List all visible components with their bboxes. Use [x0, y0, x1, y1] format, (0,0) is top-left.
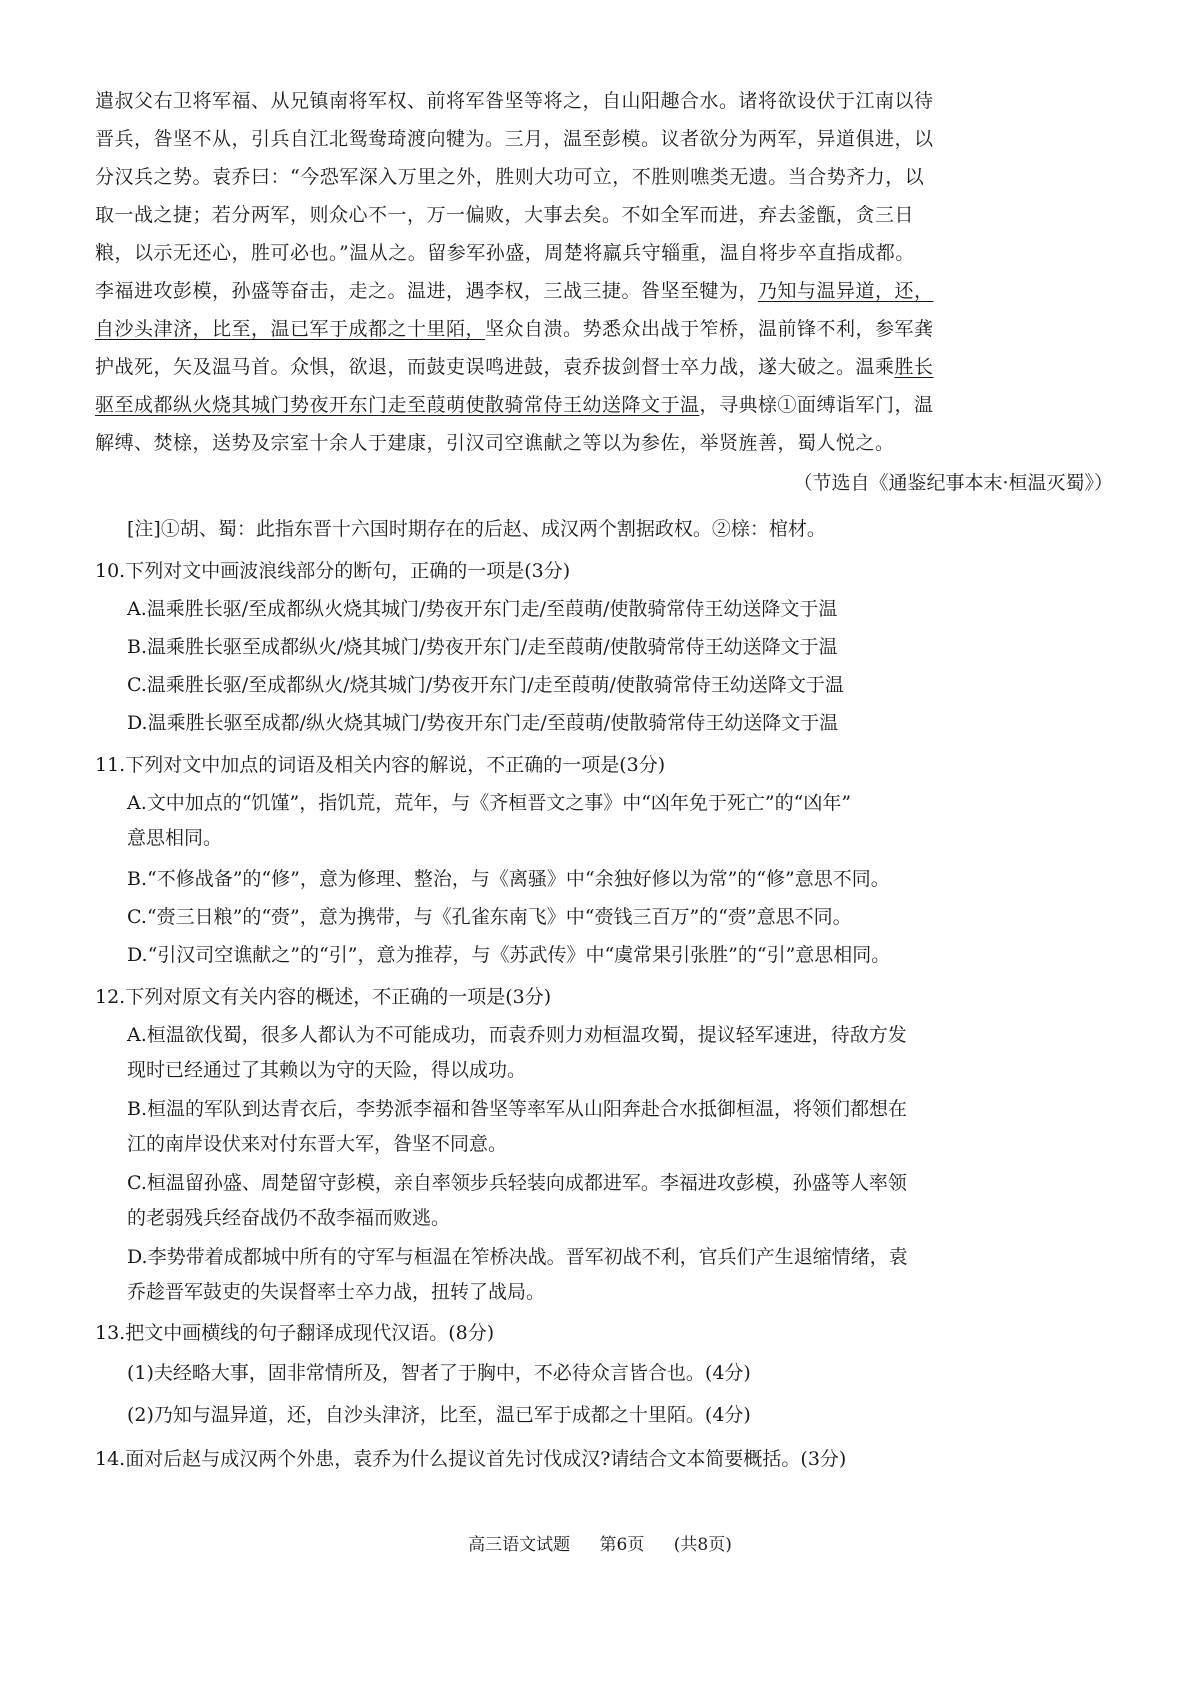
question-10 — [95, 552, 1125, 742]
passage-line — [95, 386, 1125, 424]
option-text: 江的南岸设伏来对付东晋大军，昝坚不同意。 — [127, 1133, 508, 1155]
option-text: C.桓温留孙盛、周楚留守彭模，亲自率领步兵轻装向成都进军。李福进攻彭模，孙盛等人率领 — [127, 1172, 907, 1194]
passage — [95, 82, 1125, 548]
footer-total-pages: (共8页) — [673, 1535, 732, 1555]
passage-line: 取一战之捷；若分两军，则众心不一，万一偏败，大事去矣。不如全军而进，弃去釜甑，贪三日 — [95, 204, 915, 226]
option-d: D.温乘胜长驱至成都/纵火烧其城门/势夜开东门走/至葭萌/使散骑常侍王幼送降文于温 — [127, 712, 839, 734]
question-stem: 13.把文中画横线的句子翻译成现代汉语。(8分) — [95, 1322, 495, 1344]
passage-line — [95, 310, 1125, 348]
question-stem: 14.面对后赵与成汉两个外患，袁乔为什么提议首先讨伐成汉?请结合文本简要概括。(3分) — [95, 1448, 847, 1470]
passage-line: 晋兵，昝坚不从，引兵自江北鸳鸯琦渡向犍为。三月，温至彭模。议者欲分为两军，异道俱进，以 — [95, 128, 934, 150]
sub-question: (2)乃知与温异道，还，自沙头津济，比至，温已军于成都之十里陌。(4分) — [127, 1404, 751, 1426]
wavy-underlined-text: 胜长 — [894, 356, 934, 378]
option-text: 意思相同。 — [127, 827, 223, 849]
underlined-sentence: 自沙头津济，比至，温已军于成都之十里陌， — [95, 318, 486, 340]
option-text: A.文中加点的“饥馑”，指饥荒，荒年，与《齐桓晋文之事》中“凶年免于死亡”的“凶年” — [127, 792, 852, 814]
wavy-underlined-text: 驱至成都纵火烧其城门势夜开东门走至葭萌使散骑常侍王幼送降文于温 — [95, 394, 700, 416]
question-stem: 12.下列对原文有关内容的概述，不正确的一项是(3分) — [95, 986, 552, 1008]
option-text: B.桓温的军队到达青衣后，李势派李福和昝坚等率军从山阳奔赴合水抵御桓温，将领们都想在 — [127, 1098, 908, 1120]
passage-source: （节选自《通鉴纪事本末·桓温灭蜀》） — [793, 472, 1113, 494]
option-a — [127, 786, 1125, 856]
passage-text: ，寻典榇①面缚诣军门，温 — [699, 394, 934, 416]
option-text: A.桓温欲伐蜀，很多人都认为不可能成功，而袁乔则力劝桓温攻蜀，提议轻军速进，待敌方发 — [127, 1024, 907, 1046]
question-13 — [95, 1314, 1125, 1436]
question-12 — [95, 978, 1125, 1310]
option-text: 的老弱残兵经奋战仍不敌李福而败逃。 — [127, 1207, 451, 1229]
passage-line — [95, 348, 1125, 386]
passage-text: 护战死，矢及温马首。众惧，欲退，而鼓吏误鸣进鼓，袁乔拔剑督士卒力战，遂大破之。温乘 — [95, 356, 895, 378]
option-c — [127, 1166, 1125, 1236]
option-c: C.“赍三日粮”的“赍”，意为携带，与《孔雀东南飞》中“赍钱三百万”的“赍”意思不同。 — [127, 906, 852, 928]
underlined-sentence: 乃知与温异道，还， — [758, 280, 934, 302]
option-text: D.李势带着成都城中所有的守军与桓温在笮桥决战。晋军初战不利，官兵们产生退缩情绪，袁 — [127, 1246, 908, 1268]
passage-line: 粮，以示无还心，胜可必也。”温从之。留参军孙盛，周楚将羸兵守辎重，温自将步卒直指成都。 — [95, 242, 915, 264]
question-14 — [95, 1440, 1125, 1478]
option-a: A.温乘胜长驱/至成都纵火烧其城门/势夜开东门走/至葭萌/使散骑常侍王幼送降文于温 — [127, 598, 838, 620]
question-11 — [95, 746, 1125, 974]
passage-line — [95, 272, 1125, 310]
option-d: D.“引汉司空谯献之”的“引”，意为推荐，与《苏武传》中“虞常果引张胜”的“引”意思相同。 — [127, 944, 891, 966]
passage-text: 李福进攻彭模，孙盛等奋击，走之。温进，遇李权，三战三捷。昝坚至犍为， — [95, 280, 759, 302]
option-a — [127, 1018, 1125, 1088]
exam-page — [95, 82, 1125, 1478]
option-b: B.“不修战备”的“修”，意为修理、整治，与《离骚》中“余独好修以为常”的“修”意思不同。 — [127, 868, 890, 890]
footer-title: 高三语文试题 — [468, 1535, 571, 1555]
question-stem: 11.下列对文中加点的词语及相关内容的解说，不正确的一项是(3分) — [95, 754, 666, 776]
option-text: 乔趁晋军鼓吏的失误督率士卒力战，扭转了战局。 — [127, 1281, 546, 1303]
passage-line: 解缚、焚榇，送势及宗室十余人于建康，引汉司空谯献之等以为参佐，举贤旌善，蜀人悦之。 — [95, 432, 895, 454]
footer-page-number: 第6页 — [599, 1535, 645, 1555]
option-b: B.温乘胜长驱至成都纵火/烧其城门/势夜开东门/走至葭萌/使散骑常侍王幼送降文于温 — [127, 636, 838, 658]
passage-note: [注]①胡、蜀：此指东晋十六国时期存在的后赵、成汉两个割据政权。②榇：棺材。 — [127, 518, 826, 540]
option-c: C.温乘胜长驱/至成都纵火/烧其城门/势夜开东门/走至葭萌/使散骑常侍王幼送降文于温 — [127, 674, 844, 696]
option-text: 现时已经通过了其赖以为守的天险，得以成功。 — [127, 1059, 527, 1081]
passage-line: 遣叔父右卫将军福、从兄镇南将军权、前将军昝坚等将之，自山阳趣合水。诸将欲设伏于江南以待 — [95, 90, 934, 112]
sub-question: (1)夫经略大事，固非常情所及，智者了于胸中，不必待众言皆合也。(4分) — [127, 1362, 751, 1384]
option-b — [127, 1092, 1125, 1162]
question-stem: 10.下列对文中画波浪线部分的断句，正确的一项是(3分) — [95, 560, 571, 582]
passage-line: 分汉兵之势。袁乔曰：“今恐军深入万里之外，胜则大功可立，不胜则噍类无遗。当合势齐力，以 — [95, 166, 925, 188]
passage-text: 坚众自溃。势悉众出战于笮桥，温前锋不利，参军龚 — [485, 318, 934, 340]
page-footer — [0, 1532, 1200, 1558]
option-d — [127, 1240, 1125, 1310]
